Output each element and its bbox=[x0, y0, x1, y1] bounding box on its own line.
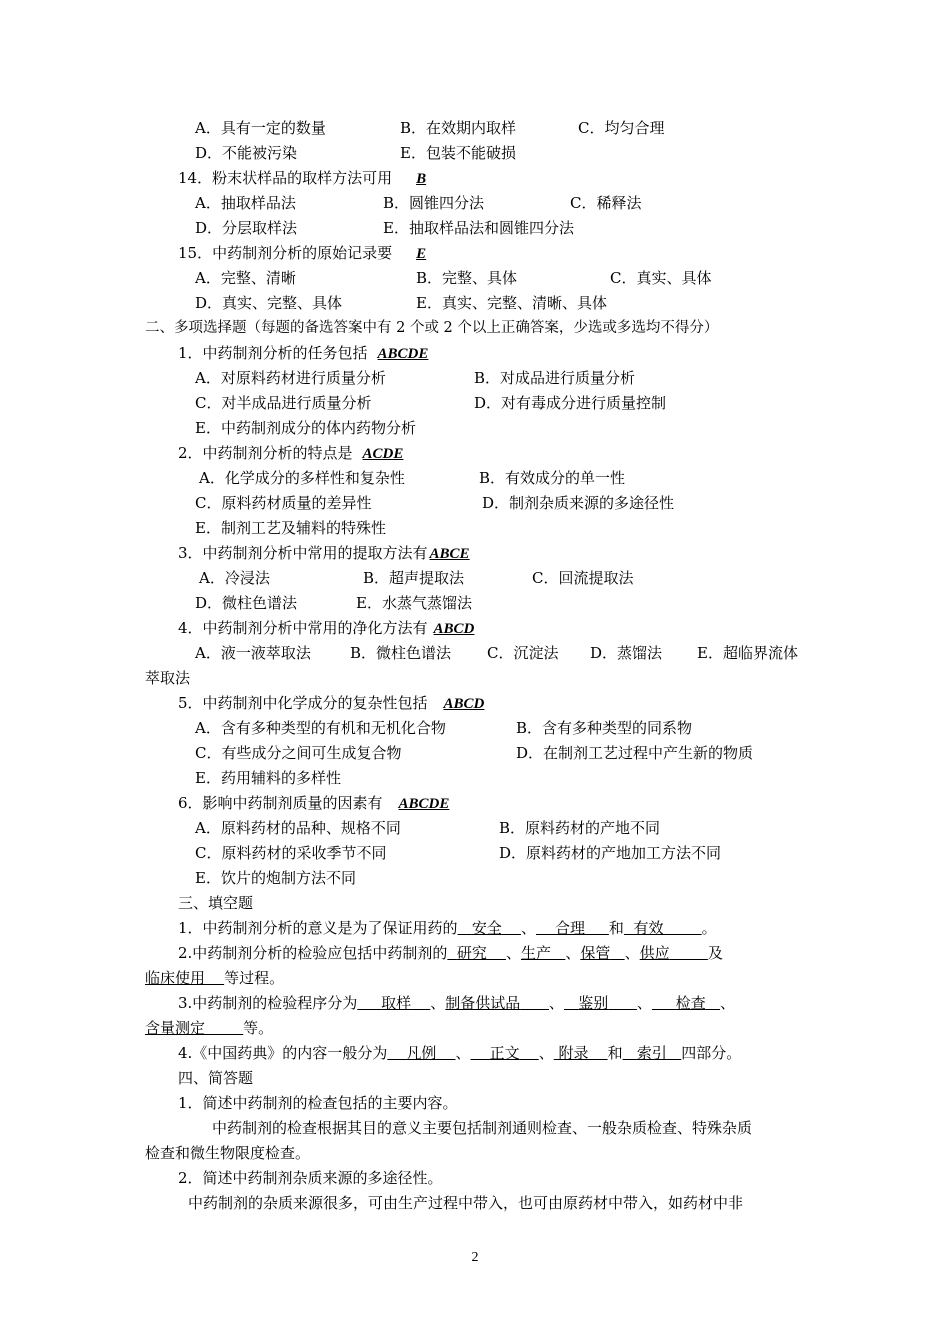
m1-option-b: B．对成品进行质量分析 bbox=[474, 369, 636, 387]
q14-stem: 14．粉末状样品的取样方法可用 bbox=[178, 169, 393, 187]
fill1-blank-1: 安全 bbox=[471, 919, 502, 937]
q13-option-d: D．不能被污染 bbox=[195, 144, 298, 162]
q15-stem-line bbox=[178, 243, 426, 264]
m1-option-c: C．对半成品进行质量分析 bbox=[195, 394, 372, 412]
short1-question: 1．简述中药制剂的检查包括的主要内容。 bbox=[178, 1094, 458, 1112]
q14-stem-line bbox=[178, 168, 426, 189]
m4-answer: ABCD bbox=[433, 621, 475, 637]
m4-option-e: E．超临界流体 bbox=[697, 644, 798, 662]
m4-option-c: C．沉淀法 bbox=[487, 644, 559, 662]
m6-option-a: A．原料药材的品种、规格不同 bbox=[195, 819, 401, 837]
m4-stem-line bbox=[178, 618, 474, 639]
q13-option-a: A．具有一定的数量 bbox=[195, 119, 326, 137]
m5-stem-line bbox=[178, 693, 484, 714]
q15-option-a: A．完整、清晰 bbox=[195, 269, 296, 287]
m1-answer: ABCDE bbox=[377, 346, 429, 362]
fill3-text: 3.中药制剂的检验程序分为 bbox=[178, 994, 358, 1012]
q15-answer: E bbox=[416, 246, 427, 262]
fill1-sep: 、 bbox=[520, 919, 536, 937]
m4-option-d: D．蒸馏法 bbox=[590, 644, 663, 662]
q14-option-a: A．抽取样品法 bbox=[195, 194, 296, 212]
m6-option-e: E．饮片的炮制方法不同 bbox=[195, 869, 356, 887]
m3-option-b: B．超声提取法 bbox=[363, 569, 465, 587]
m2-option-c: C．原料药材质量的差异性 bbox=[195, 494, 372, 512]
page-number: 2 bbox=[471, 1250, 479, 1265]
fill2-and: 及 bbox=[707, 944, 723, 962]
fill1-line bbox=[178, 918, 717, 938]
fill2-end: 等过程。 bbox=[224, 969, 285, 987]
q13-option-e: E．包装不能破损 bbox=[400, 144, 516, 162]
fill1-blank-3: 有效 bbox=[633, 919, 664, 937]
fill4-end: 四部分。 bbox=[681, 1044, 742, 1062]
m3-answer: ABCE bbox=[429, 546, 470, 562]
m5-stem: 5．中药制剂中化学成分的复杂性包括 bbox=[178, 694, 428, 712]
fill2-blank-3: 保管 bbox=[580, 944, 611, 962]
m1-option-d: D．对有毒成分进行质量控制 bbox=[474, 394, 667, 412]
q15-stem: 15．中药制剂分析的原始记录要 bbox=[178, 244, 393, 262]
m5-option-e: E．药用辅料的多样性 bbox=[195, 769, 341, 787]
q13-option-b: B．在效期内取样 bbox=[400, 119, 517, 137]
fill4-text: 4.《中国药典》的内容一般分为 bbox=[178, 1044, 388, 1062]
fill1-text: 1．中药制剂分析的意义是为了保证用药的 bbox=[178, 919, 458, 937]
m2-answer: ACDE bbox=[362, 446, 404, 462]
m4-option-a: A．液一液萃取法 bbox=[195, 644, 311, 662]
m3-stem: 3．中药制剂分析中常用的提取方法有 bbox=[178, 544, 428, 562]
m1-option-a: A．对原料药材进行质量分析 bbox=[195, 369, 386, 387]
fill3-blank-5: 含量测定 bbox=[145, 1019, 206, 1037]
fill3-blank-4: 检查 bbox=[675, 994, 706, 1012]
m6-option-b: B．原料药材的产地不同 bbox=[499, 819, 661, 837]
m2-option-d: D．制剂杂质来源的多途径性 bbox=[482, 494, 675, 512]
m4-stem: 4．中药制剂分析中常用的净化方法有 bbox=[178, 619, 428, 637]
m2-option-b: B．有效成分的单一性 bbox=[479, 469, 626, 487]
q15-option-e: E．真实、完整、清晰、具体 bbox=[416, 294, 607, 312]
fill2-blank-4: 供应 bbox=[639, 944, 670, 962]
q15-option-d: D．真实、完整、具体 bbox=[195, 294, 343, 312]
m6-option-d: D．原料药材的产地加工方法不同 bbox=[499, 844, 722, 862]
m1-stem-line bbox=[178, 343, 428, 364]
m4-option-b: B．微柱色谱法 bbox=[350, 644, 452, 662]
q15-option-b: B．完整、具体 bbox=[416, 269, 518, 287]
fill2-line: 2.中药制剂分析的检验应包括中药制剂的 研究 、生产 、保管 、供应 及 bbox=[178, 944, 723, 962]
q14-option-d: D．分层取样法 bbox=[195, 219, 298, 237]
m5-option-d: D．在制剂工艺过程中产生新的物质 bbox=[516, 744, 754, 762]
fill1-end: 。 bbox=[701, 919, 717, 937]
short2-question: 2．简述中药制剂杂质来源的多途径性。 bbox=[178, 1169, 443, 1187]
section4-heading: 四、简答题 bbox=[178, 1069, 254, 1087]
fill2-line-cont bbox=[145, 968, 284, 988]
m5-option-b: B．含有多种类型的同系物 bbox=[516, 719, 693, 737]
section2-heading: 二、多项选择题（每题的备选答案中有 2 个或 2 个以上正确答案，少选或多选均不得分） bbox=[145, 320, 719, 336]
m2-option-a: A．化学成分的多样性和复杂性 bbox=[199, 469, 405, 487]
q15-option-c: C．真实、具体 bbox=[610, 269, 712, 287]
fill1-and: 和 bbox=[608, 919, 624, 937]
fill3-line: 3.中药制剂的检验程序分为 取样 、制备供试品 、 鉴别 、 检查 、 bbox=[178, 994, 736, 1012]
fill3-blank-3: 鉴别 bbox=[578, 994, 609, 1012]
m2-stem: 2．中药制剂分析的特点是 bbox=[178, 444, 353, 462]
fill4-blank-2: 正文 bbox=[489, 1044, 520, 1062]
m6-stem-line bbox=[178, 793, 449, 814]
fill4-blank-4: 索引 bbox=[636, 1044, 667, 1062]
fill2-text: 2.中药制剂分析的检验应包括中药制剂的 bbox=[178, 944, 448, 962]
q14-answer: B bbox=[416, 171, 427, 187]
fill2-blank-5: 临床使用 bbox=[145, 969, 206, 987]
fill3-blank-2: 制备供试品 bbox=[445, 994, 521, 1012]
fill3-end: 等。 bbox=[243, 1019, 274, 1037]
m2-stem-line bbox=[178, 443, 403, 464]
fill4-blank-1: 凡例 bbox=[406, 1044, 437, 1062]
q14-option-c: C．稀释法 bbox=[570, 194, 642, 212]
fill1-blank-2: 合理 bbox=[555, 919, 586, 937]
fill4-and: 和 bbox=[607, 1044, 623, 1062]
q13-option-c: C．均匀合理 bbox=[578, 119, 665, 137]
short2-answer-line1: 中药制剂的杂质来源很多，可由生产过程中带入，也可由原药材中带入，如药材中非 bbox=[188, 1194, 744, 1212]
m3-option-e: E．水蒸气蒸馏法 bbox=[356, 594, 472, 612]
fill4-blank-3: 附录 bbox=[558, 1044, 589, 1062]
fill2-blank-1: 研究 bbox=[456, 944, 487, 962]
m5-option-a: A．含有多种类型的有机和无机化合物 bbox=[195, 719, 446, 737]
m6-option-c: C．原料药材的采收季节不同 bbox=[195, 844, 387, 862]
fill3-blank-1: 取样 bbox=[381, 994, 412, 1012]
m5-answer: ABCD bbox=[443, 696, 485, 712]
m4-option-e-cont: 萃取法 bbox=[145, 669, 191, 687]
short1-answer-line1: 中药制剂的检查根据其目的意义主要包括制剂通则检查、一般杂质检查、特殊杂质 bbox=[212, 1119, 753, 1137]
short1-answer-line2: 检查和微生物限度检查。 bbox=[145, 1144, 311, 1162]
m6-stem: 6．影响中药制剂质量的因素有 bbox=[178, 794, 383, 812]
m3-option-a: A．冷浸法 bbox=[199, 569, 270, 587]
m2-option-e: E．制剂工艺及辅料的特殊性 bbox=[195, 519, 386, 537]
section3-heading: 三、填空题 bbox=[178, 894, 254, 912]
m3-option-c: C．回流提取法 bbox=[532, 569, 634, 587]
fill2-blank-2: 生产 bbox=[520, 944, 551, 962]
m5-option-c: C．有些成分之间可生成复合物 bbox=[195, 744, 402, 762]
q14-option-e: E．抽取样品法和圆锥四分法 bbox=[383, 219, 574, 237]
m1-stem: 1．中药制剂分析的任务包括 bbox=[178, 344, 368, 362]
m6-answer: ABCDE bbox=[398, 796, 450, 812]
m3-option-d: D．微柱色谱法 bbox=[195, 594, 298, 612]
fill4-line: 4.《中国药典》的内容一般分为 凡例 、 正文 、 附录 和 索引 四部分。 bbox=[178, 1044, 742, 1062]
q14-option-b: B．圆锥四分法 bbox=[383, 194, 485, 212]
m1-option-e: E．中药制剂成分的体内药物分析 bbox=[195, 419, 416, 437]
fill3-line-cont bbox=[145, 1018, 273, 1038]
m3-stem-line bbox=[178, 543, 470, 564]
